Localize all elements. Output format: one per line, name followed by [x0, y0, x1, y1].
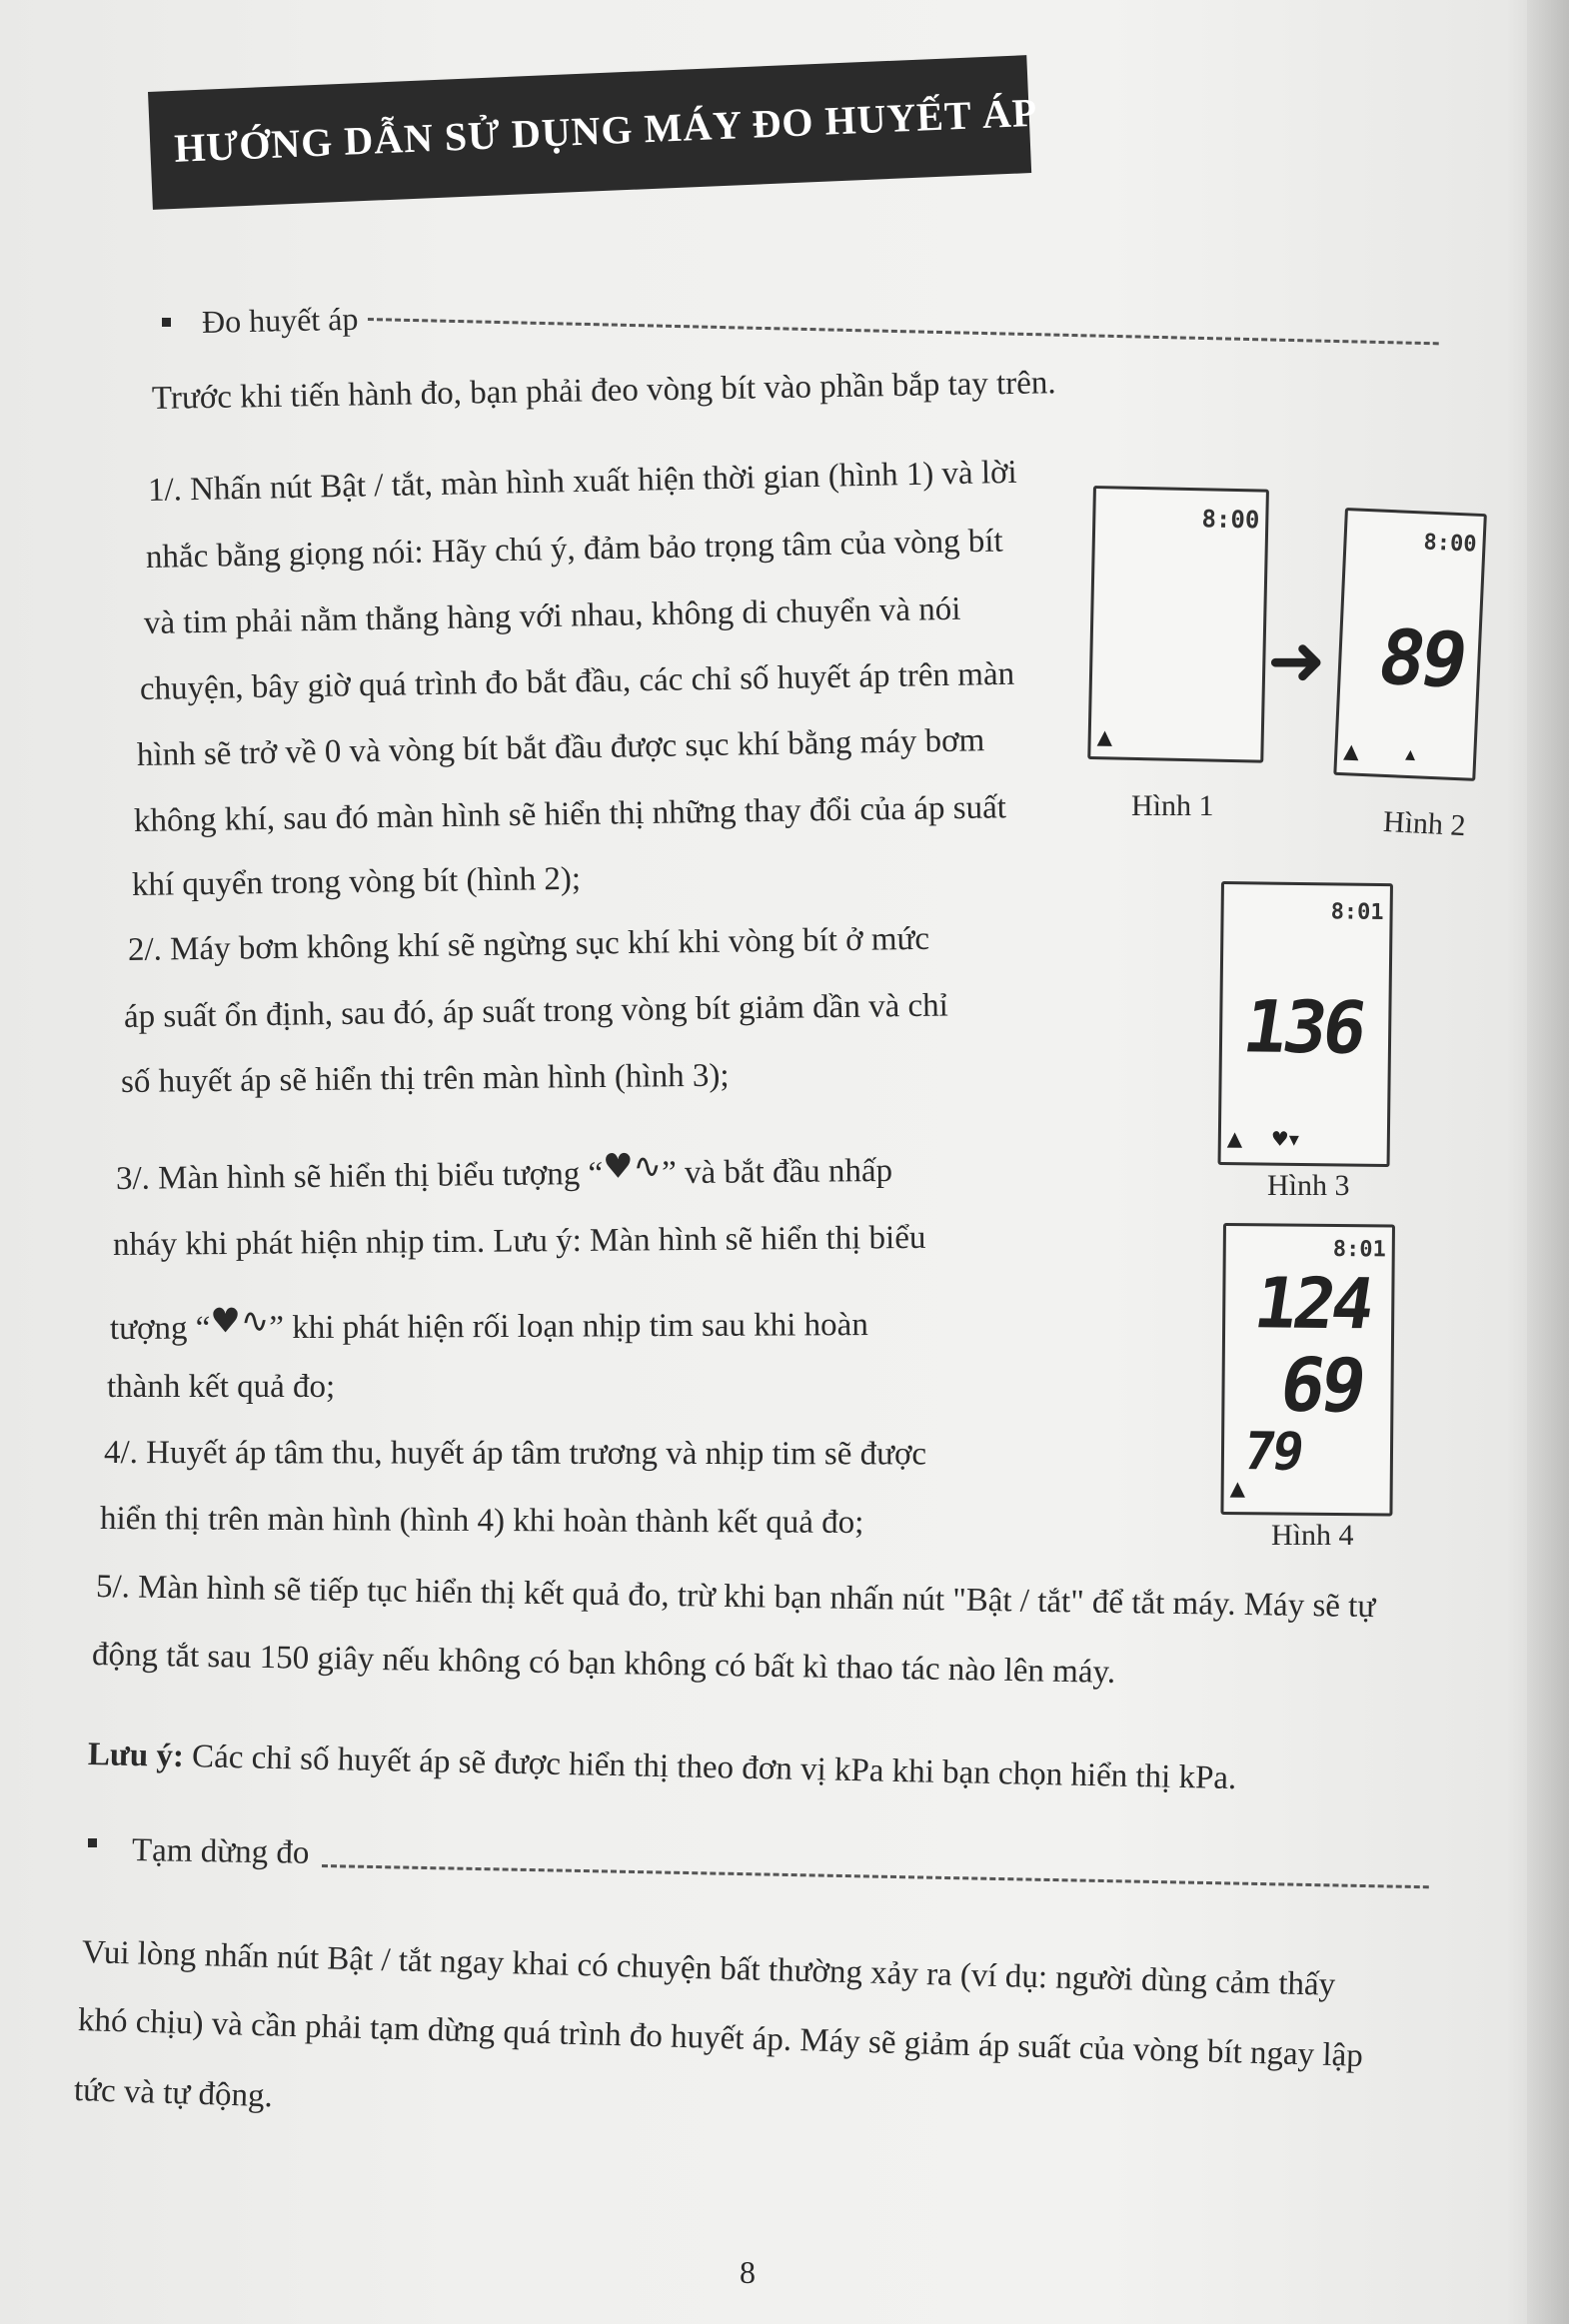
figure4-caption: Hình 4	[1271, 1519, 1354, 1552]
cuff-icon: ▲	[1342, 738, 1360, 763]
bullet-measure	[162, 318, 171, 327]
page-number: 8	[740, 2254, 756, 2290]
step3-line2: nháy khi phát hiện nhịp tim. Lưu ý: Màn hình sẽ hiển thị biểu	[112, 1219, 926, 1263]
section-heading-measure: Đo huyết áp	[201, 300, 359, 340]
cuff-icon: ▲	[1229, 1476, 1246, 1501]
pause-body-line: Vui lòng nhấn nút Bật / tắt ngay khai có chuyện bất thường xảy ra (ví dụ: người dùng cảm thấy	[81, 1934, 1336, 2003]
heart-icon: ♥▾	[1270, 1126, 1299, 1151]
step3-line1-after: ” và bắt đầu nhấp	[661, 1152, 893, 1192]
step5-line: động tắt sau 150 giây nếu không có bạn không có bất kì thao tác nào lên máy.	[91, 1637, 1116, 1691]
dashed-rule-measure	[368, 318, 1439, 345]
figure1-lcd	[1087, 486, 1269, 763]
figure4-pulse: 79	[1239, 1422, 1306, 1483]
figure2-time: 8:00	[1423, 530, 1478, 558]
page-title: HƯỚNG DẪN SỬ DỤNG MÁY ĐO HUYẾT ÁP	[173, 89, 1039, 171]
note-label: Lưu ý:	[87, 1737, 185, 1775]
pause-body-line: khó chịu) và cần phải tạm dừng quá trình đo huyết áp. Máy sẽ giảm áp suất của vòng bít ngay lập	[77, 2002, 1364, 2074]
step3-line1-before: 3/. Màn hình sẽ hiển thị biểu tượng “	[115, 1155, 604, 1197]
figure1-time: 8:00	[1201, 505, 1260, 535]
figure3-caption: Hình 3	[1267, 1169, 1350, 1202]
figure3-value: 136	[1237, 984, 1369, 1070]
step1-line: và tim phải nằm thẳng hàng với nhau, không di chuyển và nói	[143, 590, 961, 641]
figure2-caption: Hình 2	[1382, 804, 1467, 843]
figure4-time: 8:01	[1332, 1236, 1386, 1263]
bullet-pause	[88, 1838, 97, 1847]
step1-line: nhắc bằng giọng nói: Hãy chú ý, đảm bảo trọng tâm của vòng bít	[145, 523, 1003, 576]
heartbeat-icon: ♥∿	[602, 1146, 663, 1187]
step1-line: 1/. Nhấn nút Bật / tắt, màn hình xuất hiện thời gian (hình 1) và lời	[147, 454, 1018, 509]
header-banner	[148, 55, 1039, 210]
pause-body-line: tức và tự động.	[73, 2072, 274, 2115]
step1-line: chuyện, bây giờ quá trình đo bắt đầu, các chỉ số huyết áp trên màn	[139, 655, 1015, 707]
step2-line: 2/. Máy bơm không khí sẽ ngừng sục khí khi vòng bít ở mức	[127, 920, 930, 968]
step2-line: áp suất ổn định, sau đó, áp suất trong vòng bít giảm dần và chỉ	[123, 987, 949, 1035]
step1-line: hình sẽ trở về 0 và vòng bít bắt đầu được sục khí bằng máy bơm	[136, 722, 985, 773]
step4-line: hiển thị trên màn hình (hình 4) khi hoàn thành kết quả đo;	[99, 1501, 864, 1542]
book-spine	[1527, 0, 1569, 2324]
step4-line: 4/. Huyết áp tâm thu, huyết áp tâm trương và nhịp tim sẽ được	[103, 1435, 927, 1473]
deflate-indicator-icon: ▴	[1404, 740, 1416, 766]
figure2-value: 89	[1371, 611, 1472, 704]
irregular-heartbeat-icon: ♥∿	[210, 1301, 270, 1342]
figure4-systolic: 124	[1249, 1262, 1376, 1346]
step5-line: 5/. Màn hình sẽ tiếp tục hiển thị kết quả đo, trừ khi bạn nhấn nút "Bật / tắt" để tắt máy. Máy sẽ tự	[95, 1569, 1376, 1626]
figure4-diastolic: 69	[1274, 1342, 1369, 1430]
step3-line1	[115, 1146, 893, 1197]
step1-line: không khí, sau đó màn hình sẽ hiển thị những thay đổi của áp suất	[133, 789, 1007, 839]
figure3-lcd	[1218, 881, 1393, 1167]
right-arrow-icon: ➜	[1267, 619, 1326, 701]
step3-line3-after: ” khi phát hiện rối loạn nhịp tim sau khi hoàn	[269, 1307, 868, 1347]
figure3-time: 8:01	[1330, 899, 1384, 925]
figure4-lcd	[1220, 1223, 1395, 1516]
step2-line: số huyết áp sẽ hiển thị trên màn hình (hình 3);	[120, 1057, 730, 1100]
step3-line3	[109, 1301, 868, 1347]
step3-line3-before: tượng “	[109, 1310, 211, 1347]
dashed-rule-pause	[322, 1864, 1429, 1888]
step1-line: khí quyển trong vòng bít (hình 2);	[131, 860, 582, 903]
section-heading-pause: Tạm dừng đo	[131, 1832, 310, 1871]
step3-line4: thành kết quả đo;	[107, 1369, 336, 1405]
cuff-icon: ▲	[1096, 724, 1113, 749]
note-text: Các chỉ số huyết áp sẽ được hiển thị theo đơn vị kPa khi bạn chọn hiển thị kPa.	[191, 1739, 1237, 1797]
figure2-lcd	[1333, 508, 1487, 781]
intro-text: Trước khi tiến hành đo, bạn phải đeo vòng bít vào phần bắp tay trên.	[151, 365, 1056, 417]
note-line	[88, 1739, 1237, 1795]
figure1-caption: Hình 1	[1131, 789, 1214, 822]
cuff-icon: ▲	[1226, 1126, 1243, 1151]
